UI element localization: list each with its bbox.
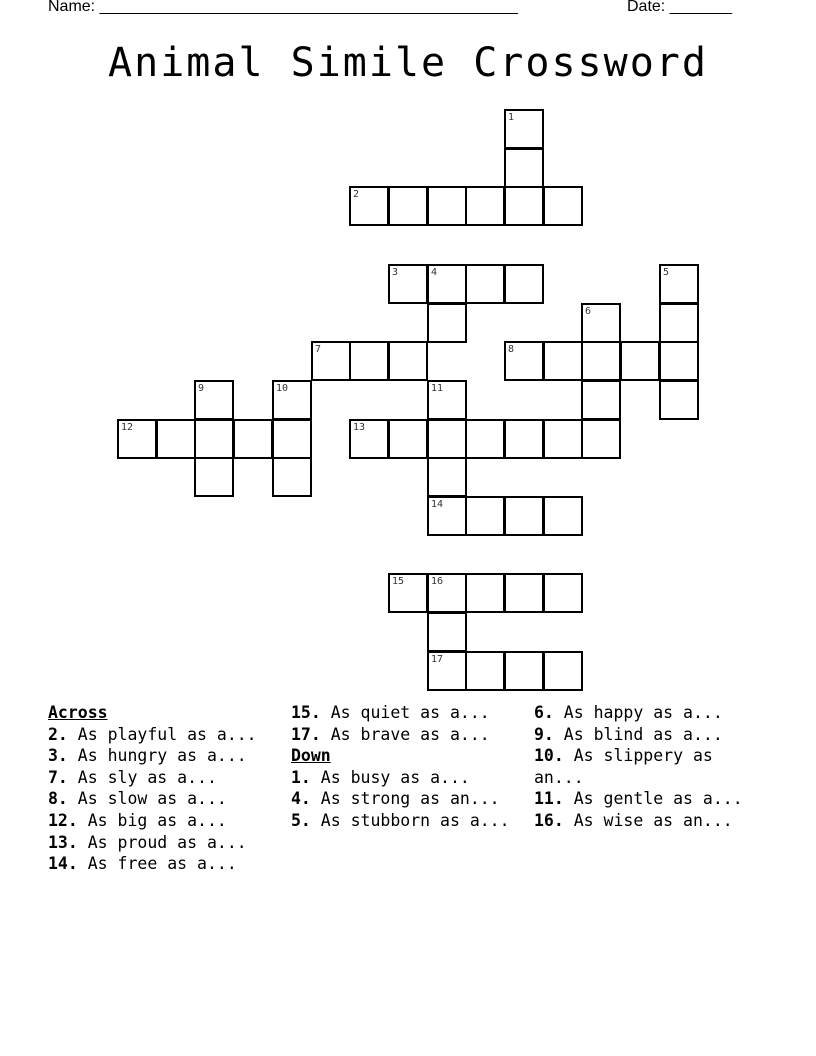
crossword-cell[interactable] bbox=[659, 380, 699, 420]
cell-number: 3 bbox=[392, 267, 399, 278]
crossword-cell[interactable] bbox=[427, 380, 467, 420]
crossword-cell[interactable] bbox=[581, 341, 621, 381]
crossword-cell[interactable] bbox=[388, 341, 428, 381]
cell-number: 16 bbox=[431, 576, 444, 587]
crossword-cell[interactable] bbox=[581, 303, 621, 343]
crossword-cell[interactable] bbox=[581, 419, 621, 459]
cell-number: 4 bbox=[431, 267, 438, 278]
crossword-cell[interactable] bbox=[659, 264, 699, 304]
cell-number: 12 bbox=[121, 422, 134, 433]
cell-number: 10 bbox=[276, 383, 289, 394]
crossword-cell[interactable] bbox=[543, 186, 583, 226]
crossword-cell[interactable] bbox=[427, 496, 467, 536]
crossword-cell[interactable] bbox=[427, 303, 467, 343]
clue-item bbox=[534, 788, 769, 810]
clue-text: As brave as a... bbox=[320, 724, 490, 744]
crossword-cell[interactable] bbox=[272, 380, 312, 420]
crossword-cell[interactable] bbox=[427, 419, 467, 459]
clue-text: As wise as an... bbox=[563, 810, 733, 830]
crossword-cell[interactable] bbox=[272, 419, 312, 459]
crossword-cell[interactable] bbox=[156, 419, 196, 459]
clue-item bbox=[48, 745, 283, 767]
clue-item bbox=[48, 767, 283, 789]
crossword-cell[interactable] bbox=[388, 573, 428, 613]
clue-text: As busy as a... bbox=[310, 767, 470, 787]
crossword-cell[interactable] bbox=[659, 303, 699, 343]
crossword-cell[interactable] bbox=[465, 573, 505, 613]
crossword-cell[interactable] bbox=[543, 419, 583, 459]
cell-number: 15 bbox=[392, 576, 405, 587]
crossword-cell[interactable] bbox=[504, 496, 544, 536]
clue-text: As free as a... bbox=[77, 854, 237, 874]
clue-item bbox=[48, 724, 283, 746]
clue-number: 9. bbox=[534, 724, 554, 744]
cell-number: 11 bbox=[431, 383, 444, 394]
crossword-cell[interactable] bbox=[465, 264, 505, 304]
crossword-cell[interactable] bbox=[194, 380, 234, 420]
cell-number: 7 bbox=[315, 344, 322, 355]
cell-number: 13 bbox=[353, 422, 366, 433]
crossword-cell[interactable] bbox=[194, 419, 234, 459]
clue-text: As blind as a... bbox=[553, 724, 723, 744]
crossword-cell[interactable] bbox=[465, 496, 505, 536]
crossword-cell[interactable] bbox=[427, 651, 467, 691]
cell-number: 2 bbox=[353, 189, 360, 200]
cell-number: 14 bbox=[431, 499, 444, 510]
clue-text: As slippery as an... bbox=[534, 746, 713, 787]
clue-text: As gentle as a... bbox=[563, 789, 743, 809]
clue-text: As stubborn as a... bbox=[310, 810, 510, 830]
crossword-cell[interactable] bbox=[427, 264, 467, 304]
clue-number: 1. bbox=[291, 767, 311, 787]
page-title: Animal Simile Crossword bbox=[108, 40, 708, 86]
crossword-cell[interactable] bbox=[659, 341, 699, 381]
crossword-cell[interactable] bbox=[194, 457, 234, 497]
clues-column-1 bbox=[48, 702, 283, 875]
clue-item bbox=[534, 810, 769, 832]
clue-item bbox=[291, 810, 526, 832]
clue-number: 15. bbox=[291, 703, 321, 722]
clue-item bbox=[291, 767, 526, 789]
crossword-cell[interactable] bbox=[504, 264, 544, 304]
cell-number: 17 bbox=[431, 654, 444, 665]
clue-item bbox=[48, 853, 283, 875]
clue-number: 10. bbox=[534, 746, 564, 766]
crossword-cell[interactable] bbox=[504, 341, 544, 381]
clue-text: As hungry as a... bbox=[67, 746, 247, 766]
crossword-cell[interactable] bbox=[504, 573, 544, 613]
clue-item bbox=[291, 788, 526, 810]
crossword-cell[interactable] bbox=[388, 264, 428, 304]
crossword-cell[interactable] bbox=[427, 612, 467, 652]
date-field-label[interactable]: Date: _______ bbox=[627, 0, 732, 15]
crossword-cell[interactable] bbox=[427, 457, 467, 497]
crossword-cell[interactable] bbox=[581, 380, 621, 420]
clue-item bbox=[534, 745, 769, 788]
clue-text: As strong as an... bbox=[310, 789, 500, 809]
crossword-cell[interactable] bbox=[465, 186, 505, 226]
clue-text: As proud as a... bbox=[77, 832, 247, 852]
cell-number: 8 bbox=[508, 344, 515, 355]
clue-number: 17. bbox=[291, 724, 321, 744]
name-field-label[interactable]: Name: _______________________________________________ bbox=[48, 0, 518, 15]
clue-number: 4. bbox=[291, 789, 311, 809]
crossword-cell[interactable] bbox=[504, 186, 544, 226]
clue-text: As happy as a... bbox=[553, 703, 723, 722]
down-heading: Down bbox=[291, 746, 331, 766]
crossword-cell[interactable] bbox=[349, 341, 389, 381]
across-heading: Across bbox=[48, 703, 108, 722]
crossword-cell[interactable] bbox=[349, 419, 389, 459]
crossword-cell[interactable] bbox=[543, 573, 583, 613]
crossword-cell[interactable] bbox=[504, 419, 544, 459]
clue-text: As quiet as a... bbox=[320, 703, 490, 722]
cell-number: 9 bbox=[198, 383, 205, 394]
crossword-cell[interactable] bbox=[427, 186, 467, 226]
crossword-cell[interactable] bbox=[504, 148, 544, 188]
clue-number: 2. bbox=[48, 724, 68, 744]
clue-text: As playful as a... bbox=[67, 724, 257, 744]
clue-item bbox=[534, 702, 769, 724]
clue-item bbox=[291, 724, 526, 746]
clue-number: 3. bbox=[48, 746, 68, 766]
cell-number: 1 bbox=[508, 112, 515, 123]
crossword-cell[interactable] bbox=[427, 573, 467, 613]
clue-number: 5. bbox=[291, 810, 311, 830]
crossword-cell[interactable] bbox=[504, 651, 544, 691]
crossword-cell[interactable] bbox=[504, 109, 544, 149]
clue-number: 16. bbox=[534, 810, 564, 830]
clue-number: 11. bbox=[534, 789, 564, 809]
crossword-cell[interactable] bbox=[117, 419, 157, 459]
clues-column-3 bbox=[534, 702, 769, 832]
clue-number: 7. bbox=[48, 767, 68, 787]
crossword-cell[interactable] bbox=[233, 419, 273, 459]
clue-text: As sly as a... bbox=[67, 767, 217, 787]
clue-item bbox=[48, 832, 283, 854]
clues-column-2 bbox=[291, 702, 526, 832]
crossword-cell[interactable] bbox=[543, 496, 583, 536]
crossword-cell[interactable] bbox=[620, 341, 660, 381]
crossword-cell[interactable] bbox=[465, 651, 505, 691]
clue-number: 8. bbox=[48, 789, 68, 809]
clue-item bbox=[291, 702, 526, 724]
cell-number: 6 bbox=[585, 306, 592, 317]
clue-number: 12. bbox=[48, 810, 78, 830]
crossword-cell[interactable] bbox=[388, 419, 428, 459]
clue-item bbox=[48, 810, 283, 832]
clue-number: 6. bbox=[534, 703, 554, 722]
crossword-cell[interactable] bbox=[388, 186, 428, 226]
clue-text: As slow as a... bbox=[67, 789, 227, 809]
crossword-cell[interactable] bbox=[272, 457, 312, 497]
crossword-cell[interactable] bbox=[465, 419, 505, 459]
crossword-cell[interactable] bbox=[349, 186, 389, 226]
cell-number: 5 bbox=[663, 267, 670, 278]
clue-number: 14. bbox=[48, 854, 78, 874]
crossword-cell[interactable] bbox=[543, 651, 583, 691]
crossword-cell[interactable] bbox=[543, 341, 583, 381]
clue-item bbox=[534, 724, 769, 746]
clue-item bbox=[48, 788, 283, 810]
clue-text: As big as a... bbox=[77, 810, 227, 830]
clue-number: 13. bbox=[48, 832, 78, 852]
crossword-cell[interactable] bbox=[311, 341, 351, 381]
